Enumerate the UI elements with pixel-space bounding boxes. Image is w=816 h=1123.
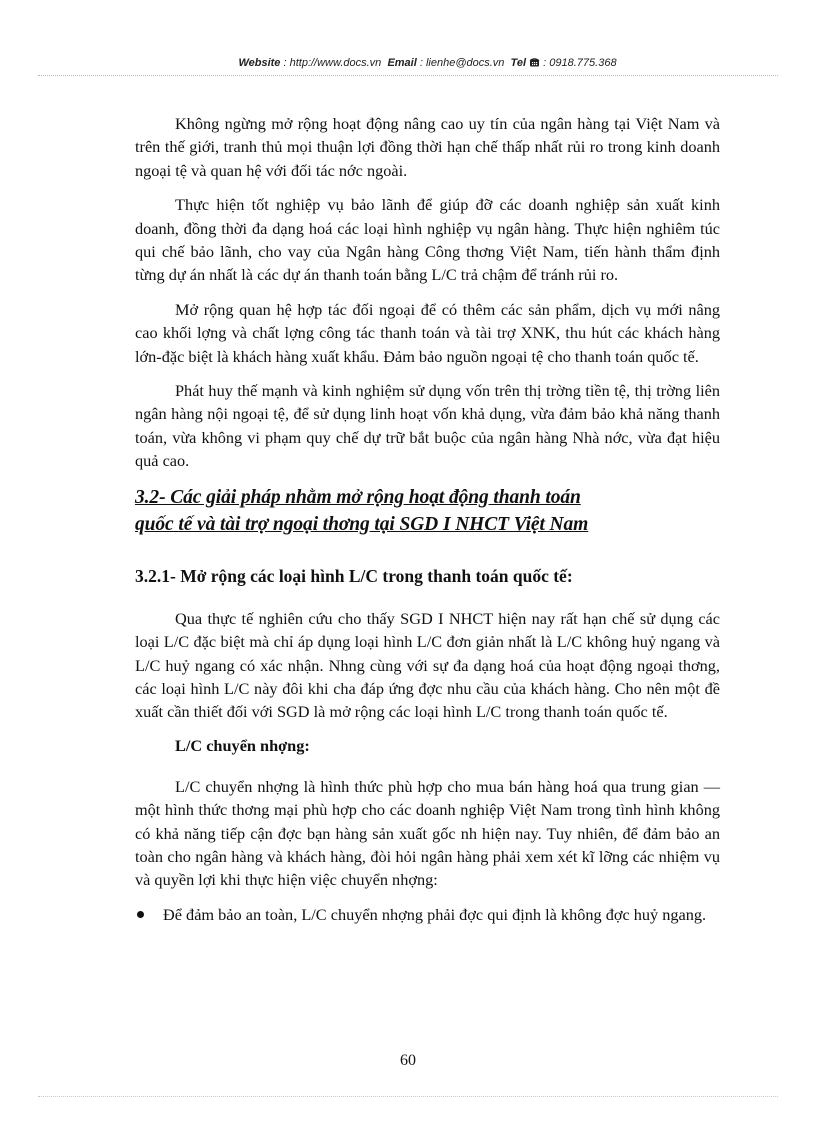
phone-icon	[529, 57, 540, 70]
page-body	[135, 112, 720, 926]
website-label: Website	[238, 57, 281, 69]
subsection-heading: 3.2.1- Mở rộng các loại hình L/C trong thanh toán quốc tế:	[135, 565, 573, 586]
page-header	[135, 57, 720, 70]
tel-label: Tel	[510, 57, 527, 69]
paragraph: Mở rộng quan hệ hợp tác đối ngoại để có thêm các sản phẩm, dịch vụ mới nâng cao khối lợng và chất lợng công tác thanh toán và tài trợ XNK, thu hút các khách hàng lớn-đặc biệt là khách hàng xuất khẩu. Đảm bảo nguồn ngoại tệ cho thanh toán quốc tế.	[135, 299, 720, 366]
paragraph: Qua thực tế nghiên cứu cho thấy SGD I NHCT hiện nay rất hạn chế sử dụng các loại L/C đặc biệt mà chỉ áp dụng loại hình L/C đơn giản nhất là L/C không huỷ ngang và L/C huỷ ngang có xác nhận. Nhng cùng với sự đa dạng hoá của hoạt động ngoại thơng, các loại hình L/C này đôi khi cha đáp ứng đợc nhu cầu của khách hàng. Cho nên một đề xuất cần thiết đối với SGD là mở rộng các loại hình L/C trong thanh toán quốc tế.	[135, 608, 720, 722]
email-value: : lienhe@docs.vn	[419, 57, 505, 69]
section-heading-line-1: 3.2- Các giải pháp nhằm mở rộng hoạt động thanh toán	[135, 486, 581, 508]
transfer-lc-heading: L/C chuyển nhợng:	[175, 735, 310, 755]
website-value: : http://www.docs.vn	[283, 57, 382, 69]
bullet-text: Để đảm bảo an toàn, L/C chuyển nhợng phải đợc qui định là không đợc huỷ ngang.	[163, 904, 707, 924]
section-heading	[135, 484, 720, 538]
tel-value: : 0918.775.368	[543, 57, 617, 69]
bullet-item	[135, 903, 720, 926]
paragraph: Thực hiện tốt nghiệp vụ bảo lãnh để giúp đỡ các doanh nghiệp sản xuất kinh doanh, đồng thời đa dạng hoá các loại hình nghiệp vụ ngân hàng. Thực hiện nghiêm túc qui chế bảo lãnh, cho vay của Ngân hàng Công thơng Việt Nam, tiến hành thẩm định từng dự án nhất là các dự án thanh toán bằng L/C trả chậm để tránh rủi ro.	[135, 195, 720, 285]
footer-divider	[38, 1096, 778, 1097]
page-number: 60	[400, 1052, 416, 1069]
paragraph: Phát huy thế mạnh và kinh nghiệm sử dụng vốn trên thị trờng tiền tệ, thị trờng liên ngân hàng nội ngoại tệ, để sử dụng linh hoạt vốn khả dụng, vừa đảm bảo khả năng thanh toán, vừa không vi phạm quy chế dự trữ bắt buộc của ngân hàng Nhà nớc, vừa đạt hiệu quả cao.	[135, 381, 720, 471]
section-heading-line-2: quốc tế và tài trợ ngoại thơng tại SGD I NHCT Việt Nam	[135, 513, 589, 535]
email-label: Email	[387, 57, 417, 69]
header-divider	[38, 75, 778, 76]
paragraph: L/C chuyển nhợng là hình thức phù hợp cho mua bán hàng hoá qua trung gian — một hình thức thơng mại phù hợp cho các doanh nghiệp Việt Nam trong tình hình không có khả năng tiếp cận đợc bạn hàng sản xuất gốc nh hiện nay. Tuy nhiên, để đảm bảo an toàn cho ngân hàng và khách hàng, đòi hỏi ngân hàng phải xem xét kĩ lỡng các nhiệm vụ và quyền lợi khi thực hiện việc chuyển nhợng:	[135, 776, 720, 890]
paragraph: Không ngừng mở rộng hoạt động nâng cao uy tín của ngân hàng tại Việt Nam và trên thế giới, tranh thủ mọi thuận lợi đồng thời hạn chế thấp nhất rủi ro trong kinh doanh ngoại tệ và quan hệ với đối tác nớc ngoài.	[135, 114, 720, 180]
bullet-icon	[137, 911, 144, 918]
